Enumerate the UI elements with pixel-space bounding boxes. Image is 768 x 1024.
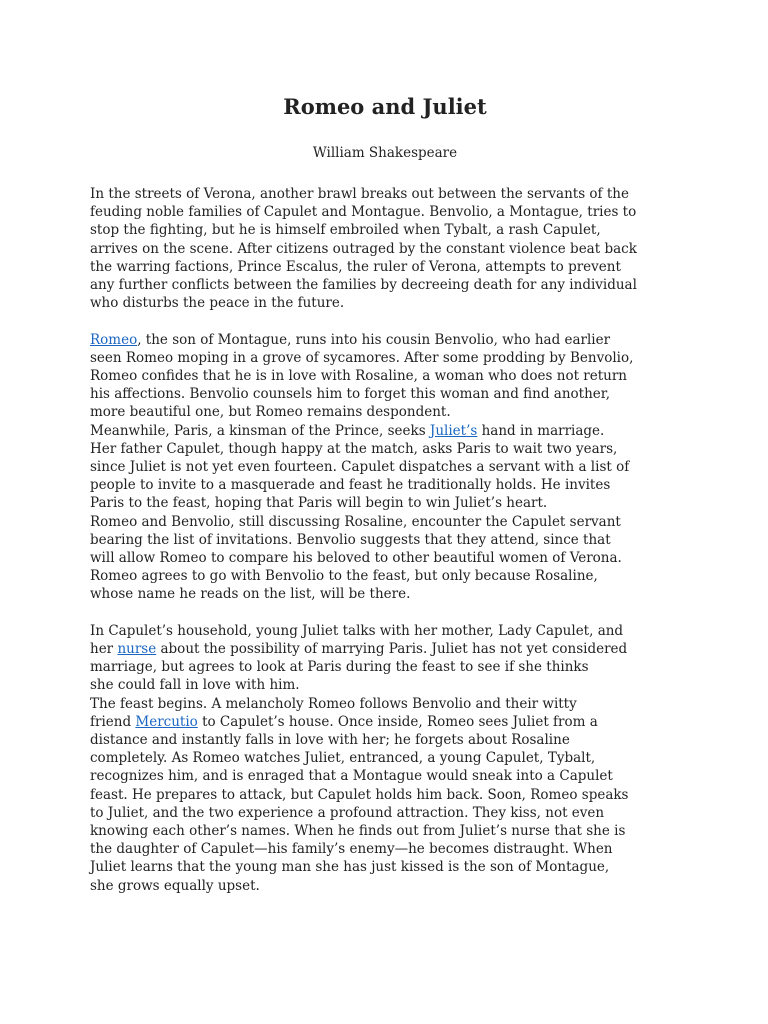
paragraph-line: his affections. Benvolio counsels him to forget this woman and find another,	[90, 386, 611, 403]
paragraph-text: to Capulet’s house. Once inside, Romeo sees Juliet from a	[197, 713, 598, 730]
paragraph-line: the warring factions, Prince Escalus, the ruler of Verona, attempts to prevent	[90, 258, 621, 275]
paragraph-text: , the son of Montague, runs into his cousin Benvolio, who had earlier	[137, 331, 611, 348]
paragraph-line: Juliet learns that the young man she has just kissed is the son of Montague,	[90, 859, 610, 876]
paragraph-line: will allow Romeo to compare his beloved to other beautiful women of Verona.	[90, 550, 622, 567]
paragraph-line	[90, 331, 680, 349]
document-body	[90, 185, 680, 895]
paragraph-line: stop the fighting, but he is himself embroiled when Tybalt, a rash Capulet,	[90, 222, 601, 239]
paragraph-line: feuding noble families of Capulet and Montague. Benvolio, a Montague, tries to	[90, 204, 637, 221]
paragraph-line: marriage, but agrees to look at Paris during the feast to see if she thinks	[90, 659, 589, 676]
paragraph-text: about the possibility of marrying Paris. Juliet has not yet considered	[156, 641, 628, 658]
paragraph-line: who disturbs the peace in the future.	[90, 295, 345, 312]
link-juliets[interactable]: Juliet’s	[429, 422, 478, 439]
paragraph-spacer	[90, 312, 680, 330]
paragraph-line: the daughter of Capulet—his family’s enemy—he becomes distraught. When	[90, 841, 613, 858]
paragraph-line: bearing the list of invitations. Benvolio suggests that they attend, since that	[90, 531, 611, 548]
paragraph-line	[90, 713, 680, 731]
paragraph-line: she could fall in love with him.	[90, 677, 300, 694]
paragraph-line: completely. As Romeo watches Juliet, entranced, a young Capulet, Tybalt,	[90, 750, 596, 767]
paragraph-line: she grows equally upset.	[90, 877, 260, 894]
paragraph-line	[90, 640, 680, 658]
paragraph-line	[90, 422, 680, 440]
paragraph-line: arrives on the scene. After citizens outraged by the constant violence beat back	[90, 240, 637, 257]
paragraph-line: since Juliet is not yet even fourteen. Capulet dispatches a servant with a list of	[90, 459, 630, 476]
link-mercutio[interactable]: Mercutio	[135, 713, 198, 730]
paragraph-line: any further conflicts between the families by decreeing death for any individual	[90, 277, 637, 294]
paragraph-line: feast. He prepares to attack, but Capulet holds him back. Soon, Romeo speaks	[90, 786, 629, 803]
paragraph-line: Paris to the feast, hoping that Paris will begin to win Juliet’s heart.	[90, 495, 548, 512]
paragraph-text: Meanwhile, Paris, a kinsman of the Prince, seeks	[90, 422, 430, 439]
paragraph-line: Romeo and Benvolio, still discussing Rosaline, encounter the Capulet servant	[90, 513, 621, 530]
paragraph-line: more beautiful one, but Romeo remains despondent.	[90, 404, 451, 421]
document-title: Romeo and Juliet	[283, 94, 487, 119]
paragraph-line: knowing each other’s names. When he finds out from Juliet’s nurse that she is	[90, 823, 626, 840]
paragraph-text: her	[90, 641, 118, 658]
document-author: William Shakespeare	[312, 145, 458, 161]
paragraph-text: hand in marriage.	[477, 422, 605, 439]
paragraph-line: In the streets of Verona, another brawl breaks out between the servants of the	[90, 186, 629, 202]
paragraph-text: friend	[90, 713, 136, 730]
paragraph-line: recognizes him, and is enraged that a Montague would sneak into a Capulet	[90, 768, 613, 785]
paragraph-line: Romeo agrees to go with Benvolio to the feast, but only because Rosaline,	[90, 568, 598, 585]
paragraph-line: seen Romeo moping in a grove of sycamores. After some prodding by Benvolio,	[90, 349, 634, 366]
link-nurse[interactable]: nurse	[117, 641, 157, 658]
paragraph-line: In Capulet’s household, young Juliet talks with her mother, Lady Capulet, and	[90, 622, 624, 639]
link-romeo[interactable]: Romeo	[90, 331, 138, 348]
paragraph-line: people to invite to a masquerade and feast he traditionally holds. He invites	[90, 477, 611, 494]
paragraph-line: whose name he reads on the list, will be there.	[90, 586, 411, 603]
paragraph-spacer	[90, 604, 680, 622]
paragraph-line: The feast begins. A melancholy Romeo follows Benvolio and their witty	[90, 695, 577, 712]
paragraph-line: Romeo confides that he is in love with Rosaline, a woman who does not return	[90, 368, 628, 385]
paragraph-line: distance and instantly falls in love with her; he forgets about Rosaline	[90, 732, 570, 749]
paragraph-line: Her father Capulet, though happy at the match, asks Paris to wait two years,	[90, 440, 618, 457]
paragraph-line: to Juliet, and the two experience a profound attraction. They kiss, not even	[90, 804, 605, 821]
